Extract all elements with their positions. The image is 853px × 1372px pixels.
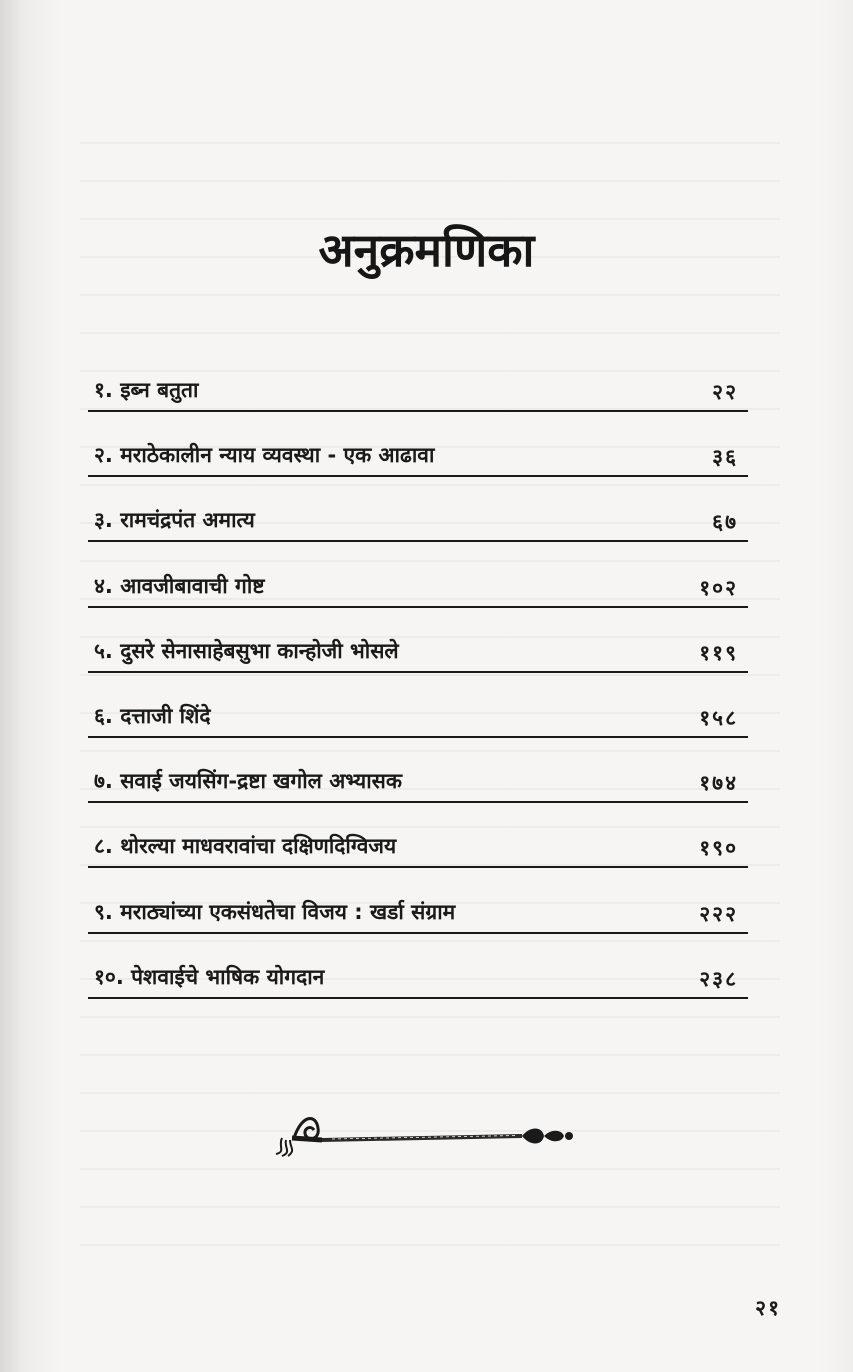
sword-ornament-icon xyxy=(272,1108,576,1158)
toc-entry-page: १७४ xyxy=(699,771,738,796)
toc-entry-page: ६७ xyxy=(712,510,738,535)
table-of-contents xyxy=(88,370,748,1022)
toc-entry-title: १. इब्न बतुता xyxy=(94,378,199,402)
page-number: २१ xyxy=(755,1296,781,1320)
toc-entry-title: ५. दुसरे सेनासाहेबसुभा कान्होजी भोसले xyxy=(94,638,399,663)
toc-entry-page: २३८ xyxy=(699,966,738,991)
toc-entry-title: १०. पेशवाईचे भाषिक योगदान xyxy=(94,964,325,989)
toc-entry-page: १९० xyxy=(699,836,738,861)
toc-entry-page: १०२ xyxy=(699,575,738,600)
toc-entry-page: ११९ xyxy=(699,640,738,665)
toc-entry xyxy=(88,631,748,673)
toc-entry xyxy=(88,892,748,934)
toc-entry-title: ८. थोरल्या माधवरावांचा दक्षिणदिग्विजय xyxy=(94,834,397,859)
page-title: अनुक्रमणिका xyxy=(318,223,535,277)
toc-entry-title: २. मराठेकालीन न्याय व्यवस्था - एक आढावा xyxy=(94,443,435,468)
toc-entry-page: ३६ xyxy=(712,445,738,470)
toc-entry xyxy=(88,435,748,477)
toc-entry xyxy=(88,370,748,412)
toc-entry xyxy=(88,957,748,999)
toc-entry-title: ३. रामचंद्रपंत अमात्य xyxy=(94,508,255,533)
toc-entry-title: ७. सवाई जयसिंग-द्रष्टा खगोल अभ्यासक xyxy=(94,769,402,794)
toc-entry-title: ९. मराठ्यांच्या एकसंधतेचा विजय : खर्डा संग्राम xyxy=(94,899,456,924)
toc-entry-page: १५८ xyxy=(699,705,738,730)
toc-entry xyxy=(88,696,748,738)
toc-entry xyxy=(88,566,748,608)
toc-entry-page: २२२ xyxy=(699,901,738,926)
toc-entry xyxy=(88,761,748,803)
toc-entry-page: २२ xyxy=(712,380,738,404)
toc-entry-title: ६. दत्ताजी शिंदे xyxy=(94,703,211,728)
toc-entry xyxy=(88,500,748,542)
toc-entry xyxy=(88,826,748,868)
toc-entry-title: ४. आवजीबावाची गोष्ट xyxy=(94,573,265,598)
